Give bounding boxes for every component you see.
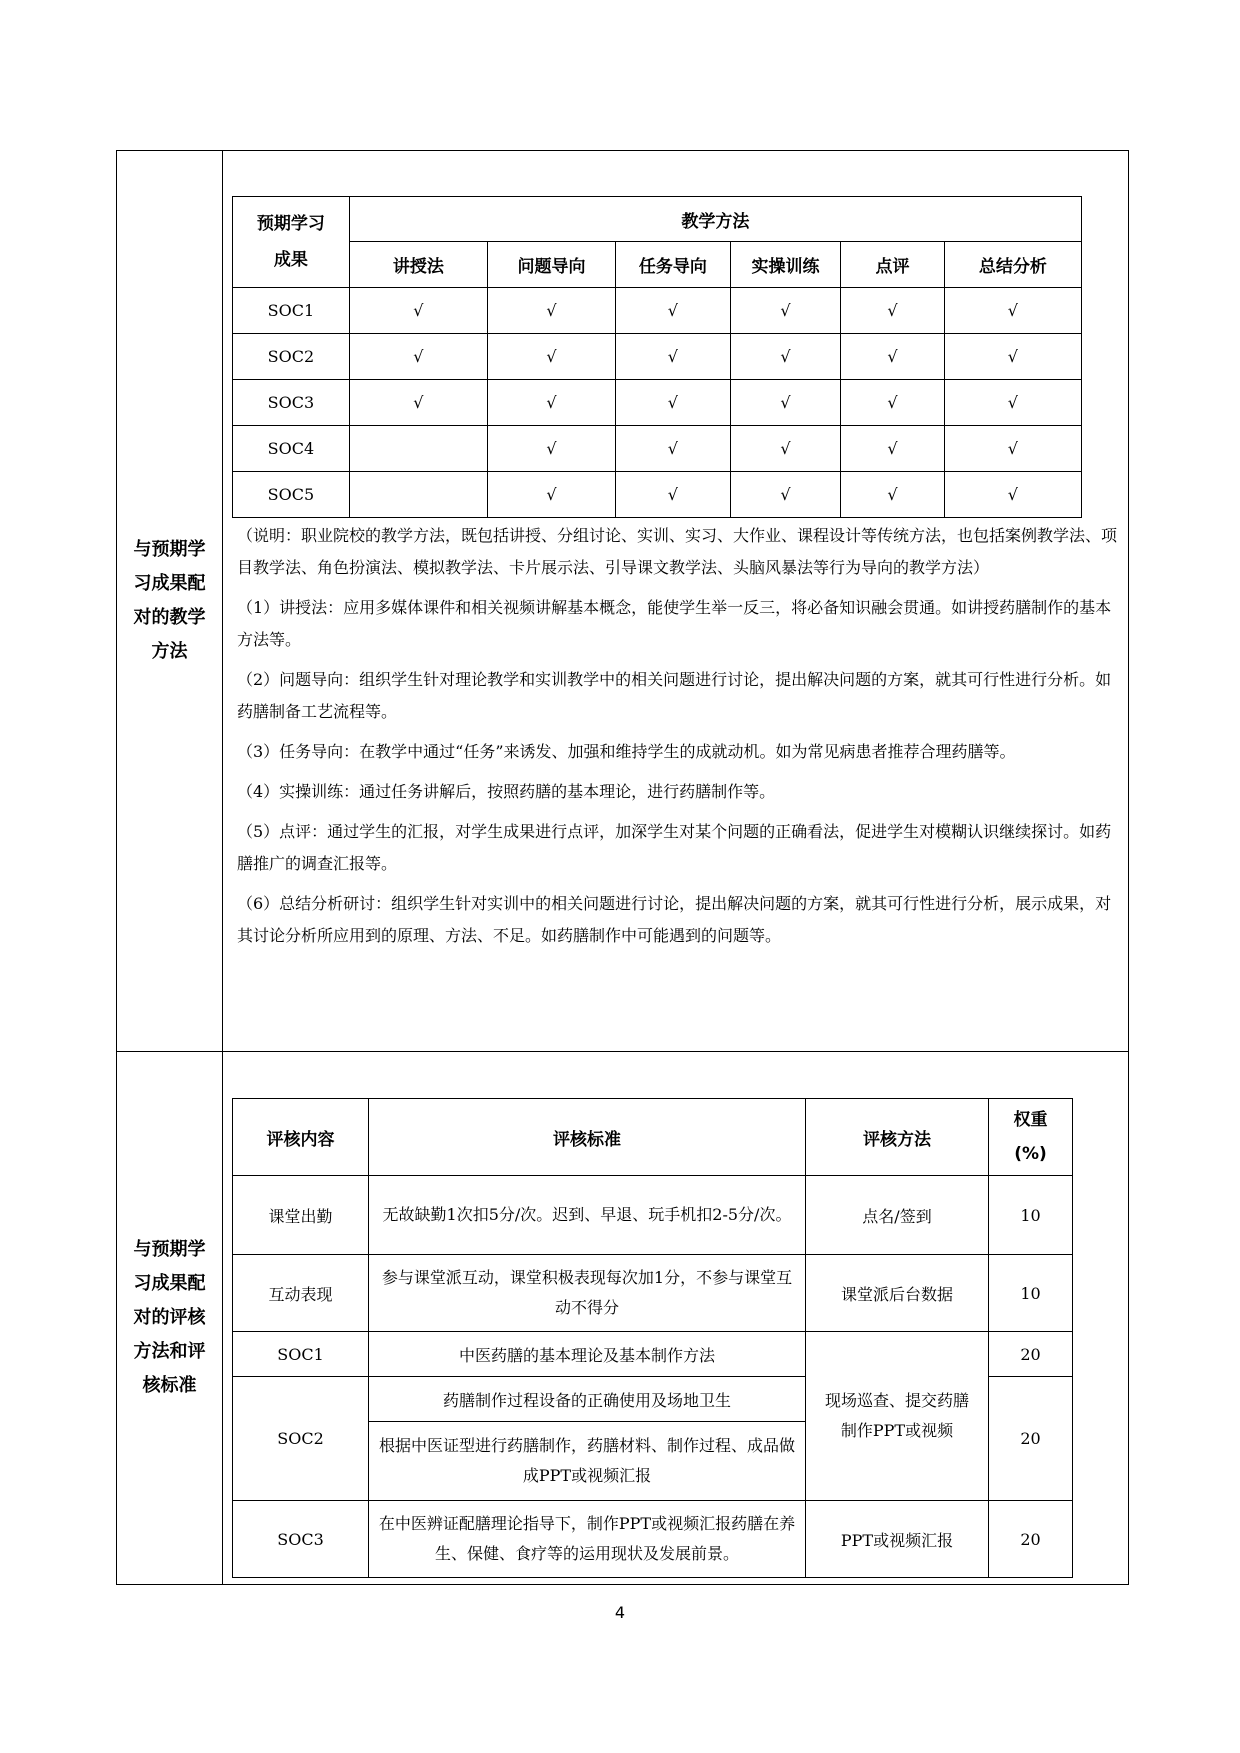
outcome-name: SOC5 (233, 472, 350, 518)
assessment-label: 与预期学习成果配对的评核方法和评核标准 (133, 1239, 206, 1396)
method-paragraph: （5）点评：通过学生的汇报，对学生成果进行点评，加深学生对某个问题的正确看法，促进学生对模糊认识继续探讨。如药膳推广的调查汇报等。 (237, 822, 1112, 873)
assessment-weight-cell: 10 (989, 1176, 1073, 1255)
assessment-method-cell: 点名/签到 (806, 1176, 989, 1255)
teaching-methods-content (223, 151, 1129, 1052)
check-mark: √ (841, 334, 944, 380)
method-paragraph: （1）讲授法：应用多媒体课件和相关视频讲解基本概念，能使学生举一反三，将必备知识融会贯通。如讲授药膳制作的基本方法等。 (237, 598, 1112, 649)
assessment-standard-cell: 药膳制作过程设备的正确使用及场地卫生 (369, 1377, 806, 1422)
check-mark: √ (944, 472, 1081, 518)
methods-header: 教学方法 (349, 197, 1081, 242)
check-mark: √ (841, 472, 944, 518)
check-mark: √ (944, 334, 1081, 380)
table-row (233, 472, 1082, 518)
check-mark: √ (944, 426, 1081, 472)
table-row (233, 1176, 1073, 1255)
assessment-method-cell: 现场巡查、提交药膳制作PPT或视频 (806, 1332, 989, 1501)
check-mark: √ (349, 288, 487, 334)
method-paragraph: （3）任务导向：在教学中通过“任务”来诱发、加强和维持学生的成就动机。如为常见病患者推荐合理药膳等。 (237, 742, 1016, 761)
check-mark: √ (616, 288, 731, 334)
teaching-methods-section (117, 151, 1129, 1052)
check-mark: √ (616, 426, 731, 472)
table-row (233, 380, 1082, 426)
assessment-content-cell: 互动表现 (233, 1255, 369, 1332)
check-mark (349, 426, 487, 472)
assessment-content-cell: 课堂出勤 (233, 1176, 369, 1255)
assessment-weight-cell: 10 (989, 1255, 1073, 1332)
check-mark: √ (488, 288, 616, 334)
outcome-header: 预期学习成果 (233, 197, 350, 288)
assessment-weight-cell: 20 (989, 1501, 1073, 1578)
check-mark: √ (944, 288, 1081, 334)
method-header: 讲授法 (349, 242, 487, 288)
assessment-standard-cell: 无故缺勤1次扣5分/次。迟到、早退、玩手机扣2-5分/次。 (369, 1176, 806, 1255)
table-row (233, 426, 1082, 472)
standard-header: 评核标准 (369, 1099, 806, 1176)
check-mark: √ (730, 334, 841, 380)
method-paragraph: （2）问题导向：组织学生针对理论教学和实训教学中的相关问题进行讨论，提出解决问题的方案，就其可行性进行分析。如药膳制备工艺流程等。 (237, 670, 1112, 721)
assessment-section (117, 1052, 1129, 1585)
method-paragraph: （6）总结分析研讨：组织学生针对实训中的相关问题进行讨论，提出解决问题的方案，就其可行性进行分析，展示成果，对其讨论分析所应用到的原理、方法、不足。如药膳制作中可能遇到的问题等。 (237, 894, 1112, 945)
check-mark: √ (616, 472, 731, 518)
content-header: 评核内容 (233, 1099, 369, 1176)
table-row (233, 288, 1082, 334)
table-row (233, 334, 1082, 380)
method-header: 评核方法 (806, 1099, 989, 1176)
teaching-methods-label: 与预期学习成果配对的教学方法 (133, 539, 206, 662)
method-header: 实操训练 (730, 242, 841, 288)
method-header: 问题导向 (488, 242, 616, 288)
assessment-method-cell: 课堂派后台数据 (806, 1255, 989, 1332)
check-mark: √ (488, 380, 616, 426)
table-row (233, 1255, 1073, 1332)
table-row (233, 1332, 1073, 1377)
check-mark: √ (730, 426, 841, 472)
check-mark: √ (488, 472, 616, 518)
check-mark: √ (730, 288, 841, 334)
assessment-content (223, 1052, 1129, 1585)
method-header: 总结分析 (944, 242, 1081, 288)
assessment-content-cell: SOC3 (233, 1501, 369, 1578)
assessment-method-cell: PPT或视频汇报 (806, 1501, 989, 1578)
assessment-weight-cell: 20 (989, 1377, 1073, 1501)
check-mark: √ (616, 334, 731, 380)
check-mark: √ (944, 380, 1081, 426)
check-mark (349, 472, 487, 518)
check-mark: √ (730, 380, 841, 426)
method-header: 点评 (841, 242, 944, 288)
assessment-weight-cell: 20 (989, 1332, 1073, 1377)
outcome-name: SOC3 (233, 380, 350, 426)
assessment-standard-cell: 中医药膳的基本理论及基本制作方法 (369, 1332, 806, 1377)
page-number: 4 (614, 1603, 626, 1622)
outcome-name: SOC1 (233, 288, 350, 334)
assessment-label-cell (117, 1052, 223, 1585)
check-mark: √ (841, 288, 944, 334)
check-mark: √ (349, 380, 487, 426)
table-row (233, 1501, 1073, 1578)
check-mark: √ (488, 426, 616, 472)
methods-note: （说明：职业院校的教学方法，既包括讲授、分组讨论、实训、实习、大作业、课程设计等传统方法，也包括案例教学法、项目教学法、角色扮演法、模拟教学法、卡片展示法、引导课文教学法、头脑风暴法等行为导向的教学方法） (237, 526, 1118, 577)
check-mark: √ (841, 380, 944, 426)
check-mark: √ (349, 334, 487, 380)
check-mark: √ (616, 380, 731, 426)
weight-header: 权重(%) (989, 1099, 1073, 1176)
teaching-methods-matrix (232, 196, 1082, 518)
assessment-standard-cell: 根据中医证型进行药膳制作，药膳材料、制作过程、成品做成PPT或视频汇报 (369, 1422, 806, 1501)
assessment-standard-cell: 参与课堂派互动，课堂积极表现每次加1分，不参与课堂互动不得分 (369, 1255, 806, 1332)
check-mark: √ (841, 426, 944, 472)
main-form-table (116, 150, 1129, 1585)
outcome-name: SOC2 (233, 334, 350, 380)
teaching-methods-label-cell (117, 151, 223, 1052)
method-header: 任务导向 (616, 242, 731, 288)
check-mark: √ (488, 334, 616, 380)
method-paragraph: （4）实操训练：通过任务讲解后，按照药膳的基本理论，进行药膳制作等。 (237, 782, 776, 801)
assessment-table (232, 1098, 1073, 1578)
assessment-content-cell: SOC1 (233, 1332, 369, 1377)
check-mark: √ (730, 472, 841, 518)
outcome-name: SOC4 (233, 426, 350, 472)
assessment-standard-cell: 在中医辨证配膳理论指导下，制作PPT或视频汇报药膳在养生、保健、食疗等的运用现状及发展前景。 (369, 1501, 806, 1578)
assessment-content-cell: SOC2 (233, 1377, 369, 1501)
